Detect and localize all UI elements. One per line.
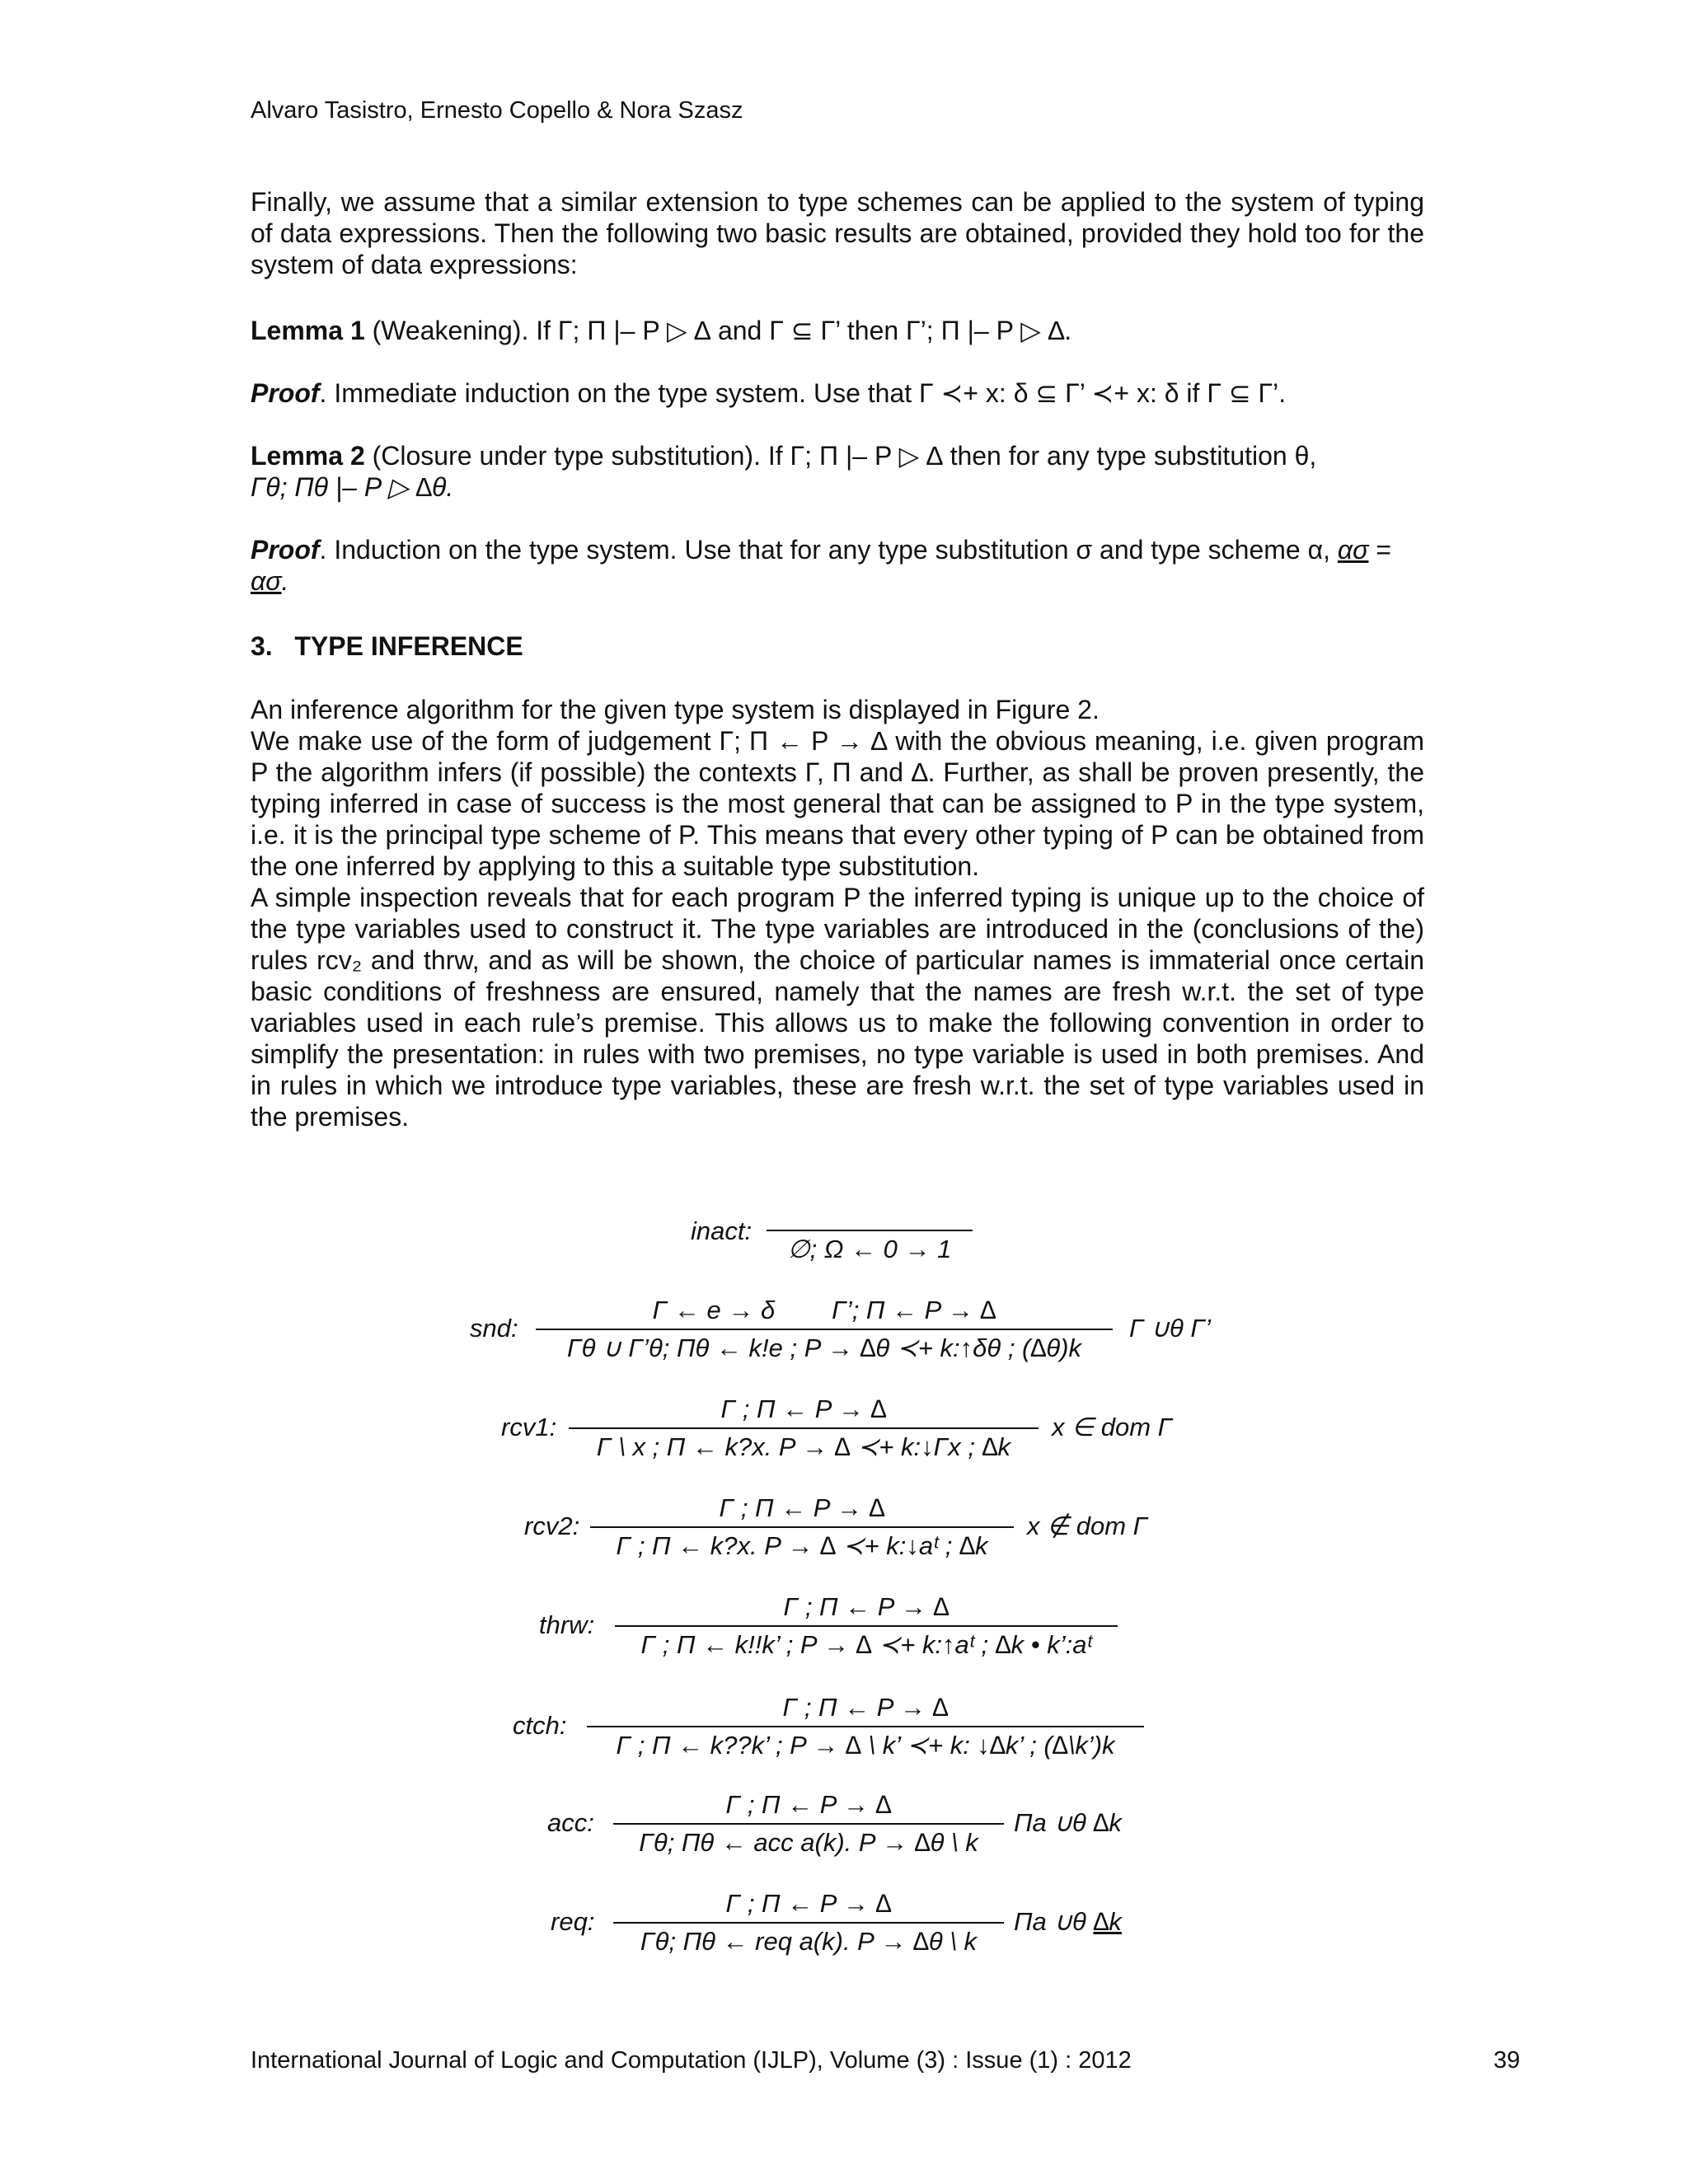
lemma-1-title: (Weakening). [372, 316, 529, 345]
lemma-2-statement-cont: Γθ; Πθ |– P ▷ ∆θ. [251, 472, 454, 502]
proof-1 [251, 377, 1424, 409]
rule-name: thrw: [539, 1610, 595, 1639]
section-number: 3. [251, 631, 273, 661]
rule-side-condition [1014, 1907, 1122, 1937]
section-title: TYPE INFERENCE [294, 631, 523, 661]
rule-fraction [536, 1296, 1113, 1363]
section-heading [251, 631, 523, 662]
rule-premise: Γ ← e → δ Γ’; Π ← P → ∆ [652, 1296, 996, 1324]
lemma-2-statement: If Γ; Π |– P ▷ ∆ then for any type substitution θ, [767, 441, 1317, 471]
rule-name: rcv1: [501, 1413, 557, 1441]
journal-footer: International Journal of Logic and Computation (IJLP), Volume (3) : Issue (1) : 2012 [251, 2047, 1132, 2074]
proof-2 [251, 534, 1424, 597]
rule-side-condition: x ∈ dom Γ [1052, 1413, 1173, 1441]
rule-side-condition-underlined: ∆k [1093, 1907, 1122, 1936]
rule-name: rcv2: [524, 1511, 580, 1540]
lemma-1-label: Lemma 1 [251, 316, 365, 345]
rule-premise: Γ ; Π ← P → ∆ [719, 1493, 885, 1522]
inference-paragraph [251, 694, 1424, 1132]
inference-paragraph-3: A simple inspection reveals that for each program P the inferred typing is unique up to the choice of the type variables used to construct it. The type variables are introduced in the (conclusions of the) rules rcv₂ and thrw, and as will be shown, the choice of particular names is immaterial once certain basic conditions of freshness are ensured, namely that the names are fresh w.r.t. the set of type variables used in each rule’s premise. This allows us to make the following convention in order to simplify the presentation: in rules with two premises, no type variable is used in both premises. And in rules in which we introduce type variables, these are fresh w.r.t. the set of type variables used in the premises. [251, 883, 1424, 1132]
proof-1-label: Proof [251, 378, 320, 408]
rule-fraction [587, 1693, 1144, 1760]
rule-conclusion: Γ ; Π ← k?x. P → ∆ ≺+ k:↓aᵗ ; ∆k [616, 1531, 988, 1560]
inference-paragraph-1: An inference algorithm for the given type system is displayed in Figure 2. [251, 695, 1100, 724]
rule-premise: Γ ; Π ← P → ∆ [725, 1790, 892, 1819]
inference-paragraph-2: We make use of the form of judgement Γ; Π ← P → ∆ with the obvious meaning, i.e. given program P the algorithm infers (if possible) the contexts Γ, Π and ∆. Further, as shall be proven presently, the typing inferred in case of success is the most general that can be assigned to P in the type system, i.e. it is the principal type scheme of P. This means that every other typing of P can be obtained from the one inferred by applying to this a suitable type substitution. [251, 726, 1424, 881]
rule-conclusion: Γ \ x ; Π ← k?x. P → ∆ ≺+ k:↓Γx ; ∆k [596, 1432, 1011, 1461]
rule-conclusion: Γθ; Πθ ← req a(k). P → ∆θ \ k [640, 1927, 978, 1956]
rule-fraction [615, 1592, 1118, 1660]
rule-fraction [767, 1230, 973, 1264]
lemma-1 [251, 315, 1424, 346]
rule-name: ctch: [513, 1711, 567, 1740]
rule-side-condition: Πa ∪θ ∆k [1014, 1808, 1122, 1837]
proof-2-eq-mid: = [1368, 535, 1392, 565]
lemma-1-statement: If Γ; Π |– P ▷ ∆ and Γ ⊆ Γ’ then Γ’; Π |– P ▷ ∆. [536, 316, 1072, 345]
rule-side-condition-prefix: Πa ∪θ [1014, 1907, 1094, 1936]
proof-1-text: . Immediate induction on the type system. Use that Γ ≺+ x: δ ⊆ Γ’ ≺+ x: δ if Γ ⊆ Γ’. [319, 378, 1287, 408]
rule-conclusion: Γ ; Π ← k!!k’ ; P → ∆ ≺+ k:↑aᵗ ; ∆k • k’:aᵗ [640, 1630, 1092, 1659]
rule-fraction [613, 1790, 1004, 1858]
rule-premise: Γ ; Π ← P → ∆ [782, 1693, 949, 1722]
rule-fraction [569, 1394, 1039, 1462]
rule-name: req: [551, 1907, 595, 1936]
rule-name: acc: [547, 1808, 594, 1837]
proof-2-eq-left: ασ [1337, 535, 1369, 565]
rule-conclusion: ∅; Ω ← 0 → 1 [787, 1235, 952, 1263]
running-header: Alvaro Tasistro, Ernesto Copello & Nora Szasz [251, 97, 743, 124]
rule-premise: Γ ; Π ← P → ∆ [720, 1394, 887, 1423]
rule-side-condition: x ∉ dom Γ [1027, 1511, 1148, 1540]
proof-2-eq-right: ασ [251, 566, 282, 596]
lemma-2 [251, 440, 1424, 503]
rule-fraction [590, 1493, 1014, 1561]
lemma-2-label: Lemma 2 [251, 441, 365, 471]
rule-fraction [613, 1889, 1004, 1957]
lemma-2-title: (Closure under type substitution). [372, 441, 761, 471]
rule-name: inact: [691, 1216, 753, 1245]
rule-conclusion: Γθ; Πθ ← acc a(k). P → ∆θ \ k [639, 1828, 978, 1857]
proof-2-text: . Induction on the type system. Use that for any type substitution σ and type scheme α, [319, 535, 1330, 565]
intro-paragraph: Finally, we assume that a similar extension to type schemes can be applied to the system of typing of data expressions. Then the following two basic results are obtained, provided they hold too for the system of data expressions: [251, 187, 1424, 279]
rule-premise: Γ ; Π ← P → ∆ [783, 1592, 950, 1621]
rule-conclusion: Γθ ∪ Γ’θ; Πθ ← k!e ; P → ∆θ ≺+ k:↑δθ ; (∆θ)k [567, 1333, 1081, 1362]
rule-conclusion: Γ ; Π ← k??k’ ; P → ∆ \ k’ ≺+ k: ↓∆k’ ; (∆\k’)k [616, 1731, 1115, 1760]
page-number: 39 [1493, 2047, 1521, 2074]
proof-2-eq-end: . [281, 566, 289, 596]
rule-name: snd: [470, 1314, 518, 1343]
rule-side-condition: Γ ∪θ Γ’ [1129, 1314, 1211, 1343]
rule-premise: Γ ; Π ← P → ∆ [725, 1889, 892, 1918]
proof-2-label: Proof [251, 535, 320, 565]
